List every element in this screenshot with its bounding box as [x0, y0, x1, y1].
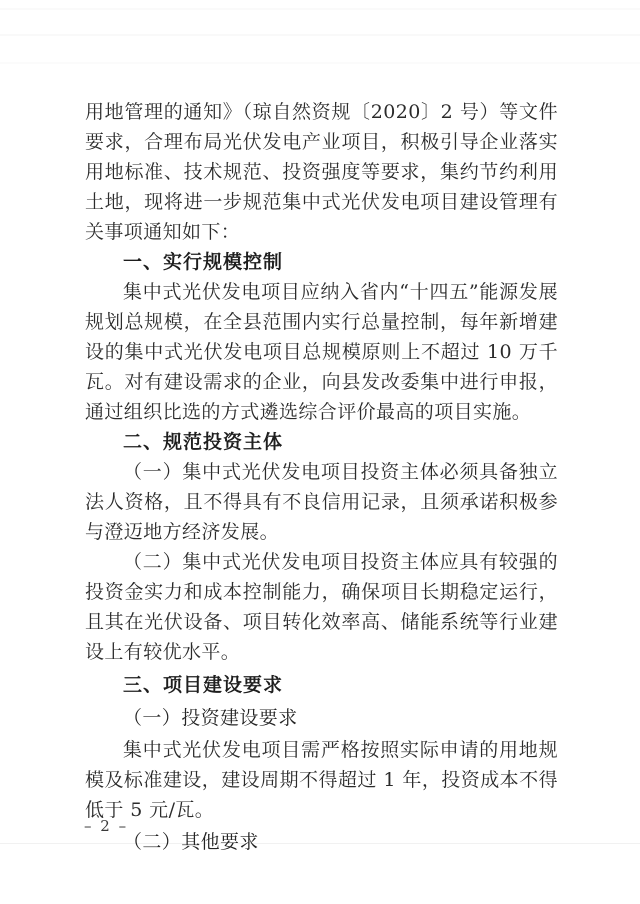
scan-artifact-line: [0, 34, 640, 36]
paragraph-investor-strength: （二）集中式光伏发电项目投资主体应具有较强的投资金实力和成本控制能力，确保项目长期稳定运行，且其在光伏设备、项目转化效率高、储能系统等行业建设上有较优水平。: [85, 551, 558, 663]
document-body: [85, 97, 558, 857]
page-number: – 2 –: [84, 817, 129, 835]
paragraph-construction-requirements: 集中式光伏发电项目需严格按照实际申请的用地规模及标准建设，建设周期不得超过 1 年，投资成本不得低于 5 元/瓦。: [85, 739, 558, 821]
subsection-heading-other-requirements: （二）其他要求: [123, 831, 259, 853]
paragraph-investor-qualification: （一）集中式光伏发电项目投资主体必须具备独立法人资格，且不得具有不良信用记录，且须承诺积极参与澄迈地方经济发展。: [85, 461, 558, 543]
section-heading-3: 三、项目建设要求: [123, 674, 284, 696]
subsection-heading-investment-requirements: （一）投资建设要求: [123, 707, 298, 729]
section-heading-1: 一、实行规模控制: [123, 251, 284, 273]
scan-artifact-line: [0, 62, 640, 64]
paragraph-scale-control: 集中式光伏发电项目应纳入省内“十四五”能源发展规划总规模，在全县范围内实行总量控制，每年新增建设的集中式光伏发电项目总规模原则上不超过 10 万千瓦。对有建设需求的企业，向县发改委集中进行申报，通过组织比选的方式遴选综合评价最高的项目实施。: [85, 281, 558, 423]
section-heading-2: 二、规范投资主体: [123, 431, 284, 453]
scan-artifact-line: [0, 8, 640, 10]
paragraph-intro-continuation: 用地管理的通知》（琼自然资规〔2020〕2 号）等文件要求，合理布局光伏发电产业项目，积极引导企业落实用地标准、技术规范、投资强度等要求，集约节约利用土地，现将进一步规范集中式光伏发电项目建设管理有关事项通知如下：: [85, 101, 558, 243]
